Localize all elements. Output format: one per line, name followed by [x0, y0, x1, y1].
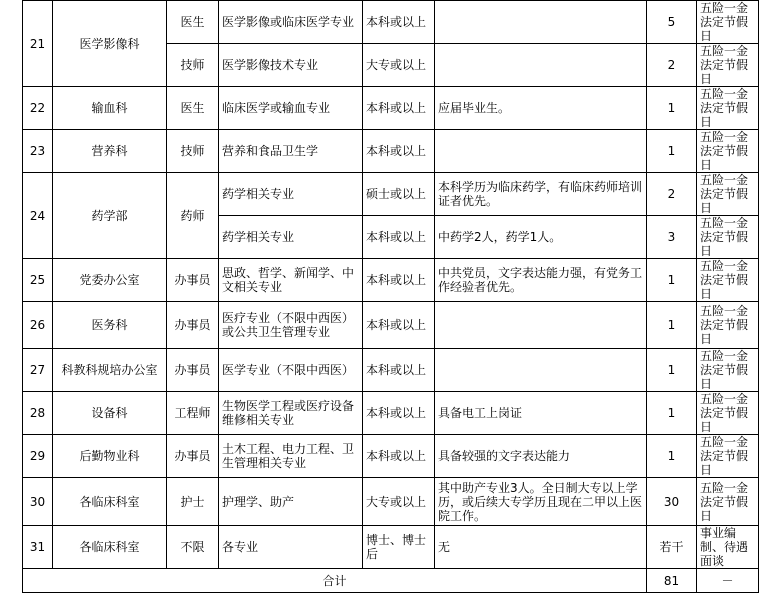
table-row [23, 130, 759, 173]
total-welfare: － [697, 569, 759, 593]
table-row [23, 1, 759, 44]
headcount: 1 [647, 392, 697, 435]
table-row [23, 87, 759, 130]
education: 本科或以上 [363, 130, 435, 173]
row-number: 23 [23, 130, 53, 173]
position: 办事员 [167, 349, 219, 392]
requirements: 应届毕业生。 [435, 87, 647, 130]
row-number: 26 [23, 302, 53, 349]
welfare: 五险一金法定节假日 [697, 173, 759, 216]
requirements [435, 44, 647, 87]
education: 本科或以上 [363, 302, 435, 349]
table-row [23, 349, 759, 392]
table-row [23, 392, 759, 435]
education: 硕士或以上 [363, 173, 435, 216]
department: 医务科 [53, 302, 167, 349]
headcount: 5 [647, 1, 697, 44]
major: 医疗专业（不限中西医）或公共卫生管理专业 [219, 302, 363, 349]
table-row [23, 526, 759, 569]
department: 各临床科室 [53, 478, 167, 526]
department: 党委办公室 [53, 259, 167, 302]
welfare: 五险一金法定节假日 [697, 1, 759, 44]
position: 工程师 [167, 392, 219, 435]
department: 输血科 [53, 87, 167, 130]
row-number: 29 [23, 435, 53, 478]
headcount: 1 [647, 302, 697, 349]
total-row [23, 569, 759, 593]
position: 技师 [167, 44, 219, 87]
welfare: 五险一金法定节假日 [697, 130, 759, 173]
row-number: 21 [23, 1, 53, 87]
welfare: 五险一金法定节假日 [697, 216, 759, 259]
requirements: 本科学历为临床药学，有临床药师培训证者优先。 [435, 173, 647, 216]
education: 大专或以上 [363, 44, 435, 87]
headcount: 1 [647, 87, 697, 130]
major: 营养和食品卫生学 [219, 130, 363, 173]
row-number: 25 [23, 259, 53, 302]
table-row [23, 259, 759, 302]
department: 后勤物业科 [53, 435, 167, 478]
major: 土木工程、电力工程、卫生管理相关专业 [219, 435, 363, 478]
position: 技师 [167, 130, 219, 173]
major: 医学影像技术专业 [219, 44, 363, 87]
education: 本科或以上 [363, 349, 435, 392]
department: 医学影像科 [53, 1, 167, 87]
headcount: 30 [647, 478, 697, 526]
requirements [435, 1, 647, 44]
table-row [23, 302, 759, 349]
department: 各临床科室 [53, 526, 167, 569]
welfare: 五险一金法定节假日 [697, 259, 759, 302]
position: 办事员 [167, 302, 219, 349]
education: 本科或以上 [363, 216, 435, 259]
headcount: 1 [647, 349, 697, 392]
welfare: 五险一金法定节假日 [697, 435, 759, 478]
welfare: 五险一金法定节假日 [697, 349, 759, 392]
department: 设备科 [53, 392, 167, 435]
position: 不限 [167, 526, 219, 569]
recruitment-table [22, 0, 759, 593]
requirements: 具备较强的文字表达能力 [435, 435, 647, 478]
department: 药学部 [53, 173, 167, 259]
row-number: 30 [23, 478, 53, 526]
total-headcount: 81 [647, 569, 697, 593]
total-label: 合计 [23, 569, 647, 593]
major: 医学专业（不限中西医） [219, 349, 363, 392]
major: 各专业 [219, 526, 363, 569]
position: 药师 [167, 173, 219, 259]
table-row [23, 173, 759, 216]
row-number: 31 [23, 526, 53, 569]
major: 药学相关专业 [219, 173, 363, 216]
welfare: 事业编制、待遇面谈 [697, 526, 759, 569]
requirements: 其中助产专业3人。全日制大专以上学历，或后续大专学历且现在二甲以上医院工作。 [435, 478, 647, 526]
welfare: 五险一金法定节假日 [697, 392, 759, 435]
row-number: 27 [23, 349, 53, 392]
requirements [435, 130, 647, 173]
headcount: 3 [647, 216, 697, 259]
education: 本科或以上 [363, 87, 435, 130]
row-number: 28 [23, 392, 53, 435]
major: 思政、哲学、新闻学、中文相关专业 [219, 259, 363, 302]
position: 医生 [167, 87, 219, 130]
requirements: 无 [435, 526, 647, 569]
major: 护理学、助产 [219, 478, 363, 526]
headcount: 2 [647, 44, 697, 87]
requirements: 具备电工上岗证 [435, 392, 647, 435]
welfare: 五险一金法定节假日 [697, 302, 759, 349]
table-row [23, 478, 759, 526]
table-row [23, 435, 759, 478]
headcount: 1 [647, 259, 697, 302]
education: 本科或以上 [363, 1, 435, 44]
headcount: 1 [647, 130, 697, 173]
headcount: 1 [647, 435, 697, 478]
requirements [435, 302, 647, 349]
major: 医学影像或临床医学专业 [219, 1, 363, 44]
department: 科教科规培办公室 [53, 349, 167, 392]
major: 药学相关专业 [219, 216, 363, 259]
major: 生物医学工程或医疗设备维修相关专业 [219, 392, 363, 435]
education: 大专或以上 [363, 478, 435, 526]
major: 临床医学或输血专业 [219, 87, 363, 130]
welfare: 五险一金法定节假日 [697, 478, 759, 526]
education: 本科或以上 [363, 259, 435, 302]
education: 本科或以上 [363, 392, 435, 435]
requirements: 中共党员，文字表达能力强，有党务工作经验者优先。 [435, 259, 647, 302]
requirements: 中药学2人，药学1人。 [435, 216, 647, 259]
education: 博士、博士后 [363, 526, 435, 569]
welfare: 五险一金法定节假日 [697, 44, 759, 87]
headcount: 2 [647, 173, 697, 216]
position: 办事员 [167, 435, 219, 478]
education: 本科或以上 [363, 435, 435, 478]
row-number: 22 [23, 87, 53, 130]
row-number: 24 [23, 173, 53, 259]
position: 办事员 [167, 259, 219, 302]
department: 营养科 [53, 130, 167, 173]
position: 护士 [167, 478, 219, 526]
welfare: 五险一金法定节假日 [697, 87, 759, 130]
position: 医生 [167, 1, 219, 44]
requirements [435, 349, 647, 392]
headcount: 若干 [647, 526, 697, 569]
